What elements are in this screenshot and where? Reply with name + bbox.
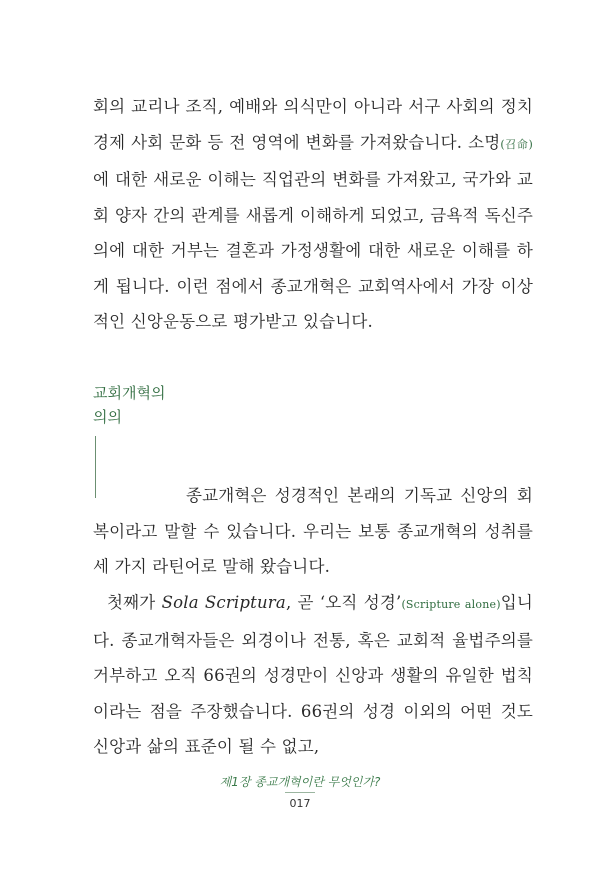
paragraph-3-mid: , 곧 ‘오직 성경’ <box>285 593 402 612</box>
page-number: 017 <box>289 797 311 810</box>
paragraph-2-text: 종교개혁은 성경적인 본래의 기독교 신앙의 회복이라고 말할 수 있습니다. 우리는 보통 종교개혁의 성취를 세 가지 라틴어로 말해 왔습니다. <box>93 486 533 576</box>
section-heading <box>93 381 165 429</box>
section-heading-line-2: 의의 <box>93 408 122 426</box>
running-footer-chapter-title: 제1장 종교개혁이란 무엇인가? <box>219 775 381 789</box>
body-paragraph-1 <box>93 89 533 340</box>
latin-phrase: Sola Scriptura <box>161 593 286 612</box>
footer-rule <box>285 792 315 793</box>
english-annotation: (Scripture alone) <box>401 598 501 611</box>
hanja-annotation: (召命) <box>500 137 533 151</box>
paragraph-3-lead: 첫째가 <box>107 593 162 612</box>
section-heading-line-1: 교회개혁의 <box>93 384 166 402</box>
body-paragraph-3 <box>93 585 533 765</box>
paragraph-1-text: 회의 교리나 조직, 예배와 의식만이 아니라 서구 사회의 정치 경제 사회 문화 등 전 영역에 변화를 가져왔습니다. 소명 <box>93 97 533 152</box>
body-paragraph-2 <box>93 478 533 585</box>
paragraph-1-text-cont: 에 대한 새로운 이해는 직업관의 변화를 가져왔고, 국가와 교회 양자 간의 관계를 새롭게 이해하게 되었고, 금욕적 독신주의에 대한 거부는 결혼과 가정생활에 대한 새로운 이해를 하게 됩니다. 이런 점에서 종교개혁은 교회역사에서 가장 이상적인 신앙운동으로 평가받고 있습니다. <box>93 170 533 331</box>
paragraph-3-text: 입니다. 종교개혁자들은 외경이나 전통, 혹은 교회적 율법주의를 거부하고 오직 66권의 성경만이 신앙과 생활의 유일한 법칙이라는 점을 주장했습니다. 66권의 성경 이외의 어떤 것도 신앙과 삶의 표준이 될 수 없고, <box>93 593 533 756</box>
